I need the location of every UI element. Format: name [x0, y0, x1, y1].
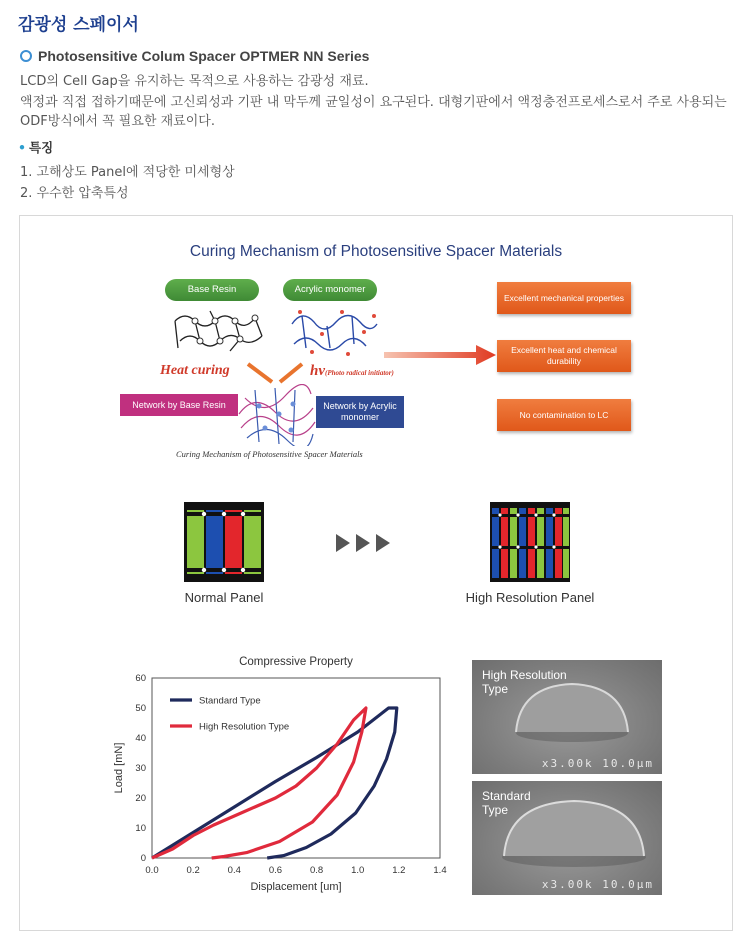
legend-label: Standard Type [199, 695, 261, 707]
mechanism-caption: Curing Mechanism of Photosensitive Spacer Materials [176, 449, 363, 459]
network-base-resin-tag: Network by Base Resin [120, 394, 238, 416]
intro-line-2: 액정과 직접 접하기때문에 고신뢰성과 기판 내 막두께 균일성이 요구된다. 대형기판에서 액정충전프로세스로서 주로 사용되는 [20, 95, 727, 110]
sem-high-label: High Resolution Type [482, 668, 567, 696]
normal-panel-label: Normal Panel [184, 590, 264, 605]
bullet-ring-icon [20, 50, 32, 62]
base-resin-pill: Base Resin [165, 279, 259, 301]
y-axis-label: Load [mN] [113, 742, 125, 794]
high-resolution-panel-icon [490, 502, 570, 582]
y-tick-label: 40 [135, 733, 146, 744]
feature-item-2: 2. 우수한 압축특성 [20, 186, 129, 201]
x-tick-label: 1.2 [392, 865, 406, 876]
x-tick-label: 0.4 [227, 865, 241, 876]
section-heading [20, 48, 369, 64]
acrylic-monomer-structure-icon [282, 304, 382, 359]
hv-note: (Photo radical initiator) [325, 369, 394, 377]
sem-high-scale: x3.00k 10.0μm [541, 757, 654, 770]
y-tick-label: 10 [135, 823, 146, 834]
sem-standard [472, 781, 662, 895]
high-resolution-panel-label: High Resolution Panel [465, 590, 595, 605]
x-tick-label: 1.4 [433, 865, 447, 876]
intro-line-1: LCD의 Cell Gap을 유지하는 목적으로 사용하는 감광성 재료. [20, 74, 369, 89]
x-tick-label: 1.0 [351, 865, 365, 876]
features-heading [18, 138, 53, 156]
sem-standard-label: Standard Type [482, 789, 531, 817]
network-acrylic-tag: Network by Acrylic monomer [316, 396, 404, 428]
page-title: 감광성 스페이서 [18, 15, 139, 35]
sem-high-resolution [472, 660, 662, 774]
property-no-contamination: No contamination to LC [497, 399, 631, 431]
legend-label: High Resolution Type [199, 721, 290, 733]
feature-item-1: 1. 고해상도 Panel에 적당한 미세형상 [20, 165, 235, 180]
chart-title: Compressive Property [239, 656, 353, 668]
property-heat-chemical: Excellent heat and chemical durability [497, 340, 631, 372]
x-tick-label: 0.0 [145, 865, 159, 876]
x-tick-label: 0.6 [268, 865, 283, 876]
compressive-property-chart [90, 648, 450, 908]
y-tick-label: 60 [135, 673, 146, 684]
acrylic-monomer-pill: Acrylic monomer [283, 279, 377, 301]
base-resin-structure-icon [170, 306, 270, 356]
property-mechanical: Excellent mechanical properties [497, 282, 631, 314]
y-tick-label: 50 [135, 703, 146, 714]
mechanism-title: Curing Mechanism of Photosensitive Spacer Materials [189, 243, 563, 260]
result-arrow-icon [380, 343, 500, 367]
sem-standard-scale: x3.00k 10.0μm [541, 878, 654, 891]
figure-box [19, 215, 733, 931]
heat-curing-label: Heat curing [160, 363, 230, 378]
normal-panel-icon [184, 502, 264, 582]
bullet-dot-icon: • [18, 140, 26, 155]
y-tick-label: 0 [140, 853, 146, 864]
intro-line-3: ODF방식에서 꼭 필요한 재료이다. [20, 114, 215, 129]
hv-symbol: hν [310, 363, 325, 379]
x-axis-label: Displacement [um] [250, 881, 342, 893]
section-heading-text: Photosensitive Colum Spacer OPTMER NN Series [38, 48, 370, 64]
triple-arrow-icon [334, 532, 396, 554]
features-heading-text: 특징 [29, 140, 54, 155]
crosslinked-network-icon [235, 384, 317, 446]
x-tick-label: 0.8 [309, 865, 324, 876]
curing-arrows-icon [240, 360, 310, 386]
y-tick-label: 30 [135, 763, 146, 774]
hv-label [310, 363, 394, 380]
x-tick-label: 0.2 [186, 865, 200, 876]
y-tick-label: 20 [135, 793, 146, 804]
